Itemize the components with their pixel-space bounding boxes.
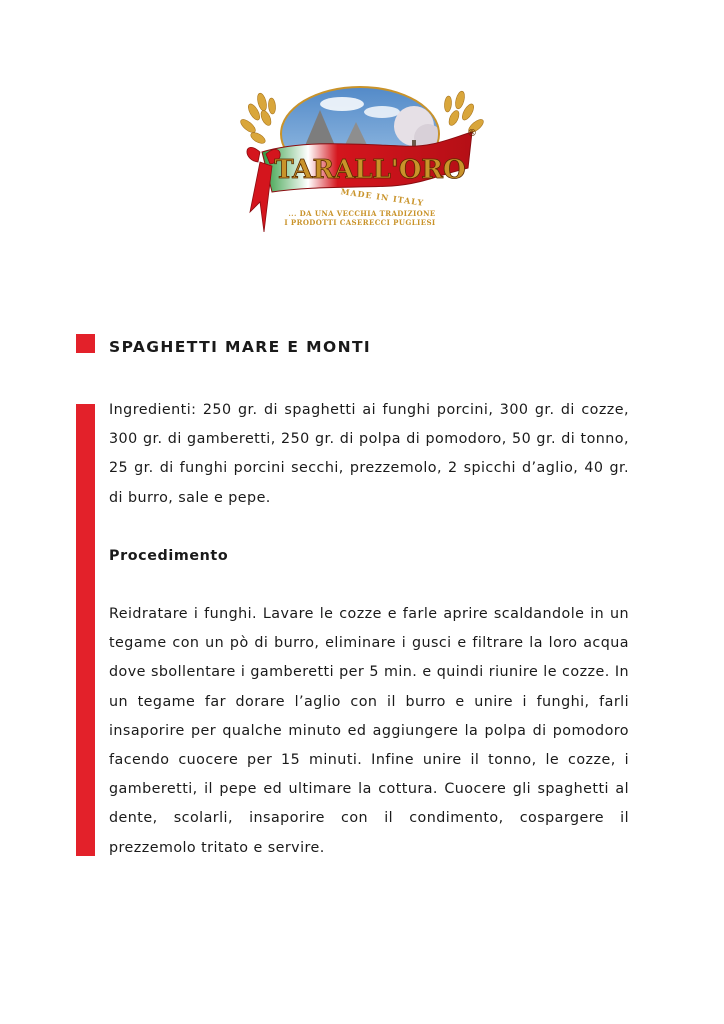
logo-graphic	[232, 82, 492, 242]
recipe-body	[109, 396, 629, 863]
accent-bar	[76, 404, 95, 856]
procedure-paragraph: Reidratare i funghi. Lavare le cozze e farle aprire scaldandole in un tegame con un pò di burro, eliminare i gusci e filtrare la loro acqua dove sbollentare i gamberetti per 5 min. e quindi riunire le cozze. In un tegame far dorare l’aglio con il burro e unire i funghi, farli insaporire per qualche minuto ed aggiungere la polpa di pomodoro facendo cuocere per 15 minuti. Infine unire il tonno, le cozze, i gamberetti, il pepe ed ultimare la cottura. Cuocere gli spaghetti al dente, scolarli, insaporire con il condimento, cospargere il prezzemolo tritato e servire.	[109, 606, 629, 856]
wheat-left-icon	[239, 92, 277, 145]
made-in-label: MADE IN ITALY	[340, 186, 425, 208]
wheat-right-icon	[444, 90, 486, 135]
procedure-heading: Procedimento	[109, 547, 229, 564]
brand-logo	[232, 82, 492, 242]
title-marker	[76, 334, 95, 353]
tagline-line-1: ... DA UNA VECCHIA TRADIZIONE	[288, 209, 436, 218]
ingredients-paragraph: Ingredienti: 250 gr. di spaghetti ai funghi porcini, 300 gr. di cozze, 300 gr. di gamberetti, 250 gr. di polpa di pomodoro, 50 gr. di tonno, 25 gr. di funghi porcini secchi, prezzemolo, 2 spicchi d’aglio, 40 gr. di burro, sale e pepe.	[109, 402, 629, 506]
registered-mark-icon: ®	[467, 128, 477, 139]
tagline-line-2: I PRODOTTI CASERECCI PUGLIESI	[284, 218, 436, 227]
brand-name: TARALL'ORO	[274, 155, 466, 185]
recipe-title: SPAGHETTI MARE E MONTI	[109, 338, 372, 356]
